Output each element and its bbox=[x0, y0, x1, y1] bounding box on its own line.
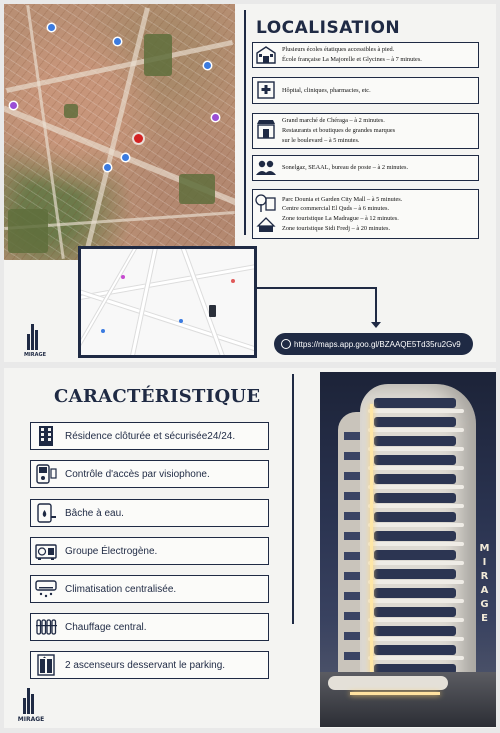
svg-text:MIRAGE: MIRAGE bbox=[17, 716, 45, 723]
building-sign: M I R A G E bbox=[479, 543, 491, 624]
localisation-title: LOCALISATION bbox=[256, 18, 401, 38]
localisation-item-leisure: Parc Dounia et Garden City Mall – à 5 minutes. Centre commercial El Quds – à 6 minutes. Zone touristique La Madrague – à 12 minutes. Zone touristique Sidi Fredj – à 20 minutes. bbox=[252, 189, 479, 239]
feature-central-heating: Chauffage central. bbox=[30, 613, 269, 641]
building-icon bbox=[34, 425, 58, 447]
people-icon bbox=[253, 156, 279, 180]
air-conditioner-icon bbox=[34, 578, 58, 600]
radiator-icon bbox=[34, 616, 58, 638]
map-poi-icon[interactable] bbox=[212, 114, 219, 121]
link-icon bbox=[281, 339, 291, 349]
elevator-icon bbox=[34, 654, 58, 676]
map-link-button[interactable] bbox=[274, 333, 473, 355]
building-rendering bbox=[320, 372, 496, 727]
localisation-item-services: Sonelgaz, SEAAL, bureau de poste – à 2 minutes. bbox=[252, 155, 479, 181]
intercom-icon bbox=[34, 463, 58, 485]
feature-generator: Groupe Électrogène. bbox=[30, 537, 269, 565]
water-tank-icon bbox=[34, 502, 58, 524]
caracteristique-panel bbox=[4, 368, 496, 728]
feature-water-tank: Bâche à eau. bbox=[30, 499, 269, 527]
leisure-icon bbox=[253, 190, 279, 238]
arrow-down-icon bbox=[371, 322, 381, 328]
mirage-logo bbox=[14, 686, 48, 724]
location-pin-icon[interactable] bbox=[134, 134, 143, 143]
feature-air-conditioning: Climatisation centralisée. bbox=[30, 575, 269, 603]
generator-icon bbox=[34, 540, 58, 562]
map-url-text: https://maps.app.goo.gl/BZAAQE5Td35ru2Gv9 bbox=[294, 339, 461, 349]
map-poi-icon[interactable] bbox=[204, 62, 211, 69]
map-poi-icon[interactable] bbox=[10, 102, 17, 109]
hospital-icon bbox=[253, 78, 279, 103]
map-poi-icon[interactable] bbox=[48, 24, 55, 31]
feature-intercom: Contrôle d'accès par visiophone. bbox=[30, 460, 269, 488]
shop-icon bbox=[253, 114, 279, 148]
mirage-logo bbox=[22, 322, 48, 358]
localisation-item-schools: Plusieurs écoles étatiques accessibles à pied. École française La Majorelle et Glycines – à 7 minutes. bbox=[252, 42, 479, 68]
building-marker-icon bbox=[209, 305, 216, 317]
street-map-inset[interactable] bbox=[78, 246, 257, 358]
localisation-panel bbox=[4, 4, 496, 362]
caracteristique-title: CARACTÉRISTIQUE bbox=[54, 386, 261, 407]
localisation-item-shopping: Grand marché de Chéraga – à 2 minutes. Restaurants et boutiques de grandes marques sur le boulevard – à 5 minutes. bbox=[252, 113, 479, 149]
map-poi-icon[interactable] bbox=[122, 154, 129, 161]
feature-gated-residence: Résidence clôturée et sécurisée24/24. bbox=[30, 422, 269, 450]
satellite-map[interactable] bbox=[4, 4, 235, 260]
map-poi-icon[interactable] bbox=[114, 38, 121, 45]
map-poi-icon[interactable] bbox=[104, 164, 111, 171]
school-icon bbox=[253, 43, 279, 67]
localisation-item-health: Hôpital, cliniques, pharmacies, etc. bbox=[252, 77, 479, 104]
feature-elevators: 2 ascenseurs desservant le parking. bbox=[30, 651, 269, 679]
svg-text:MIRAGE: MIRAGE bbox=[23, 352, 47, 358]
